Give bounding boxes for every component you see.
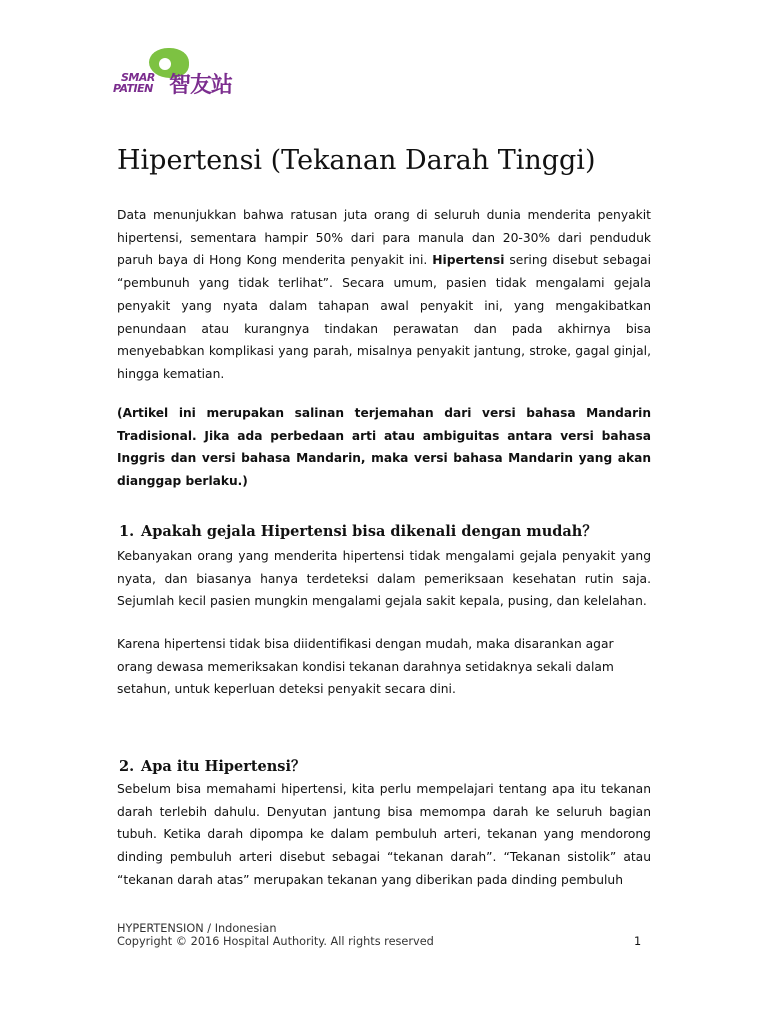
footer-copyright: Copyright © 2016 Hospital Authority. All rights reserved bbox=[117, 935, 434, 948]
section-number: 1. bbox=[119, 523, 135, 540]
translation-note: (Artikel ini merupakan salinan terjemahan dari versi bahasa Mandarin Tradisional. Jika ada perbedaan arti atau ambiguitas antara versi bahasa Inggris dan versi bahasa Mandarin, maka versi bahasa Mandarin yang akan dianggap berlaku.) bbox=[117, 406, 651, 489]
logo-text-english: SMAR PATIEN bbox=[113, 71, 155, 95]
logo-text-chinese: 智友站 bbox=[169, 73, 233, 98]
bold-term: Hipertensi bbox=[432, 253, 505, 268]
section-1-heading: 1. Apakah gejala Hipertensi bisa dikenali dengan mudah？ bbox=[119, 523, 597, 540]
section-1-paragraph-2: Karena hipertensi tidak bisa diidentifikasi dengan mudah, maka disarankan agar orang dewasa memeriksakan kondisi tekanan darahnya setidaknya sekali dalam setahun, untuk keperluan deteksi penyakit secara dini. bbox=[117, 637, 614, 697]
footer-title: HYPERTENSION / Indonesian bbox=[117, 922, 277, 935]
page-title: Hipertensi (Tekanan Darah Tinggi) bbox=[117, 145, 596, 176]
section-1-paragraph-1: Kebanyakan orang yang menderita hipertensi tidak mengalami gejala penyakit yang nyata, dan biasanya hanya terdeteksi dalam pemeriksaan kesehatan rutin saja. Sejumlah kecil pasien mungkin mengalami gejala sakit kepala, pusing, dan kelelahan. bbox=[117, 549, 651, 609]
section-2-heading: 2. Apa itu Hipertensi？ bbox=[119, 758, 306, 775]
section-2-paragraph-1: Sebelum bisa memahami hipertensi, kita perlu mempelajari tentang apa itu tekanan darah terlebih dahulu. Denyutan jantung bisa memompa darah ke seluruh bagian tubuh. Ketika darah dipompa ke dalam pembuluh arteri, tekanan yang mendorong dinding pembuluh arteri disebut sebagai “tekanan darah”. “Tekanan sistolik” atau “tekanan darah atas” merupakan tekanan yang diberikan pada dinding pembuluh bbox=[117, 782, 651, 887]
page-number: 1 bbox=[634, 935, 642, 948]
smart-patient-logo bbox=[113, 48, 243, 106]
intro-paragraph: Data menunjukkan bahwa ratusan juta orang di seluruh dunia menderita penyakit hipertensi, sementara hampir 50% dari para manula dan 20-30% dari penduduk paruh baya di Hong Kong menderita penyakit ini. Hipertensi sering disebut sebagai “pembunuh yang tidak terlihat”. Secara umum, pasien tidak mengalami gejala penyakit yang nyata dalam tahapan awal penyakit ini, yang mengakibatkan penundaan atau kurangnya tindakan perawatan dan pada akhirnya bisa menyebabkan komplikasi yang parah, misalnya penyakit jantung, stroke, gagal ginjal, hingga kematian. bbox=[117, 208, 651, 381]
section-number: 2. bbox=[119, 758, 135, 775]
